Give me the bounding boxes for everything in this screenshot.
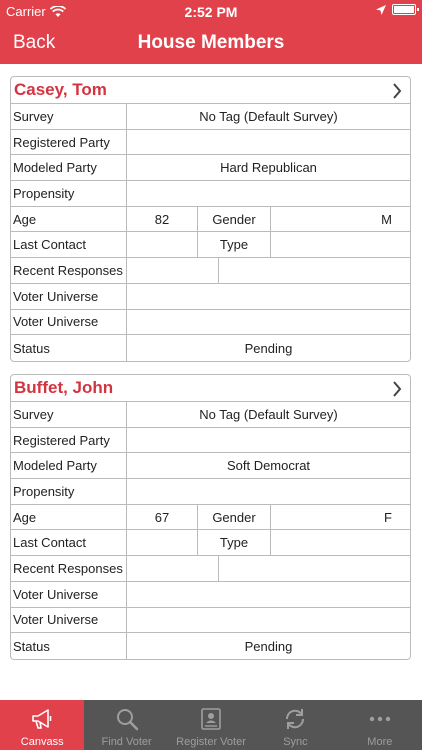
tab-more[interactable] [338, 700, 422, 750]
status-row [11, 335, 410, 361]
registered-party-value [127, 130, 410, 155]
type-label: Type [198, 232, 271, 257]
tab-sync[interactable] [253, 700, 337, 750]
clock: 2:52 PM [184, 4, 238, 20]
tab-label: Canvass [20, 736, 64, 748]
propensity-row [11, 181, 410, 207]
tab-find-voter[interactable] [84, 700, 168, 750]
chevron-right-icon[interactable] [392, 83, 402, 99]
recent-responses-value [127, 556, 219, 581]
registered-party-row [11, 428, 410, 454]
registered-party-label: Registered Party [11, 130, 127, 155]
age-label: Age [11, 505, 127, 530]
location-arrow-icon [376, 5, 386, 15]
carrier-label: Carrier [6, 4, 46, 19]
recent-responses-row [11, 258, 410, 284]
member-header[interactable] [11, 77, 410, 104]
survey-label: Survey [11, 402, 127, 427]
voter-universe-row [11, 284, 410, 310]
type-value [271, 232, 410, 257]
modeled-party-row [11, 453, 410, 479]
modeled-party-value: Soft Democrat [226, 458, 311, 474]
last-contact-label: Last Contact [11, 530, 127, 555]
status-right [376, 4, 416, 15]
gender-label: Gender [198, 207, 271, 232]
tab-register-voter[interactable] [169, 700, 253, 750]
tab-label: More [367, 736, 393, 748]
propensity-value [127, 479, 410, 504]
gender-value: M [381, 211, 392, 227]
voter-universe-value [127, 608, 410, 633]
voter-universe-label: Voter Universe [11, 582, 127, 607]
voter-universe-row [11, 608, 410, 634]
member-card [10, 76, 411, 362]
last-contact-value [127, 232, 198, 257]
voter-universe-row [11, 582, 410, 608]
member-header[interactable] [11, 375, 410, 402]
house-members-list [0, 64, 422, 700]
age-gender-row [11, 207, 410, 233]
recent-responses-extra [219, 556, 410, 581]
status-row [11, 633, 410, 659]
tab-canvass[interactable] [0, 700, 84, 750]
status-value: Pending [244, 340, 293, 356]
member-card [10, 374, 411, 660]
last-contact-row [11, 232, 410, 258]
modeled-party-value: Hard Republican [220, 160, 317, 176]
member-name: Buffet, John [14, 378, 114, 397]
survey-value[interactable]: No Tag (Default Survey) [199, 406, 338, 422]
tab-bar [0, 700, 422, 750]
survey-row [11, 104, 410, 130]
age-gender-row [11, 505, 410, 531]
type-value [271, 530, 410, 555]
last-contact-cells [127, 232, 410, 257]
age-value: 67 [127, 505, 198, 530]
last-contact-cells [127, 530, 410, 555]
recent-responses-label: Recent Responses [11, 556, 127, 581]
status-label: Status [11, 633, 127, 659]
more-icon [367, 706, 393, 732]
last-contact-value [127, 530, 198, 555]
propensity-label: Propensity [11, 181, 127, 206]
voter-universe-label: Voter Universe [11, 310, 127, 335]
voter-universe-label: Voter Universe [11, 284, 127, 309]
battery-icon [392, 4, 416, 15]
id-card-icon [198, 706, 224, 732]
age-gender-cells [127, 505, 410, 530]
propensity-label: Propensity [11, 479, 127, 504]
gender-value: F [384, 509, 392, 525]
age-gender-cells [127, 207, 410, 232]
gender-label: Gender [198, 505, 271, 530]
voter-universe-value [127, 582, 410, 607]
tab-label: Find Voter [101, 736, 152, 748]
survey-label: Survey [11, 104, 127, 129]
recent-responses-row [11, 556, 410, 582]
back-button[interactable]: Back [13, 32, 56, 53]
age-label: Age [11, 207, 127, 232]
registered-party-row [11, 130, 410, 156]
registered-party-value [127, 428, 410, 453]
recent-responses-cells [127, 556, 410, 581]
page-title: House Members [137, 32, 285, 53]
propensity-value [127, 181, 410, 206]
recent-responses-extra [219, 258, 410, 283]
modeled-party-label: Modeled Party [11, 453, 127, 478]
voter-universe-row [11, 310, 410, 336]
recent-responses-value [127, 258, 219, 283]
registered-party-label: Registered Party [11, 428, 127, 453]
recent-responses-label: Recent Responses [11, 258, 127, 283]
member-name: Casey, Tom [14, 80, 107, 99]
survey-value[interactable]: No Tag (Default Survey) [199, 108, 338, 124]
modeled-party-label: Modeled Party [11, 155, 127, 180]
survey-row [11, 402, 410, 428]
header [0, 0, 422, 64]
status-bar [0, 0, 422, 22]
status-label: Status [11, 335, 127, 361]
tab-label: Register Voter [176, 736, 246, 748]
voter-universe-label: Voter Universe [11, 608, 127, 633]
chevron-right-icon[interactable] [392, 381, 402, 397]
voter-universe-value [127, 284, 410, 309]
voter-universe-value [127, 310, 410, 335]
megaphone-icon [29, 706, 55, 732]
status-value: Pending [244, 638, 293, 654]
modeled-party-row [11, 155, 410, 181]
last-contact-label: Last Contact [11, 232, 127, 257]
propensity-row [11, 479, 410, 505]
last-contact-row [11, 530, 410, 556]
type-label: Type [198, 530, 271, 555]
search-icon [114, 706, 140, 732]
sync-icon [282, 706, 308, 732]
tab-label: Sync [283, 736, 308, 748]
recent-responses-cells [127, 258, 410, 283]
age-value: 82 [127, 207, 198, 232]
